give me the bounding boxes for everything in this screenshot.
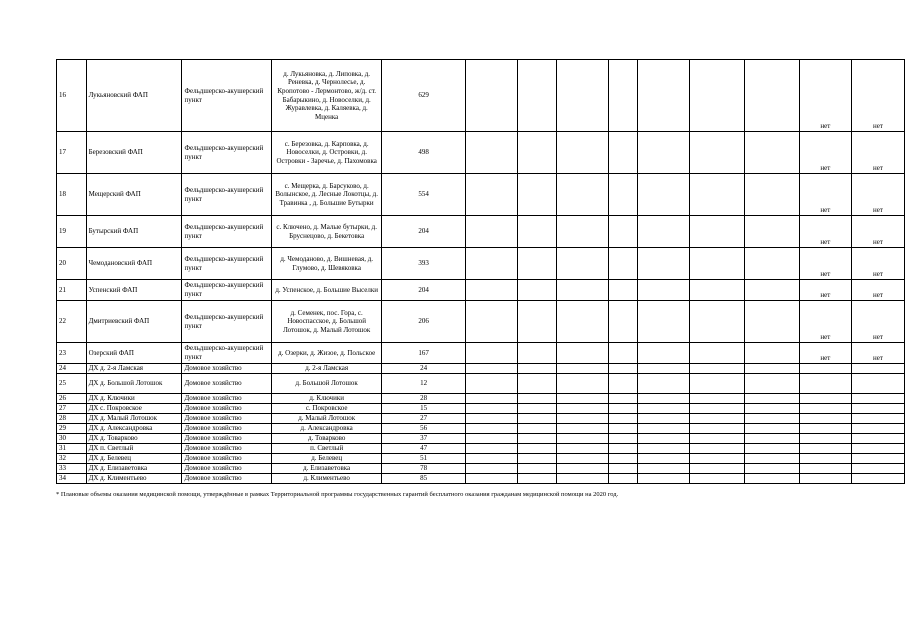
empty-cell bbox=[518, 60, 557, 132]
empty-cell bbox=[466, 174, 518, 216]
availability-flag bbox=[851, 444, 904, 454]
empty-cell bbox=[466, 404, 518, 414]
facility-type: Фельдшерско-акушерский пункт bbox=[182, 174, 272, 216]
served-localities: с. Мещерка, д. Барсуково, д. Волынское, д. Лесные Локотцы, д. Травинка , д. Большие Бутырки bbox=[272, 174, 382, 216]
facility-name: ДХ д. Елизаветовка bbox=[86, 464, 182, 474]
facility-type: Фельдшерско-акушерский пункт bbox=[182, 280, 272, 301]
empty-cell bbox=[690, 248, 745, 280]
empty-cell bbox=[609, 280, 638, 301]
availability-flag: нет bbox=[851, 343, 904, 364]
availability-flag bbox=[799, 404, 851, 414]
empty-cell bbox=[638, 248, 690, 280]
empty-cell bbox=[466, 414, 518, 424]
empty-cell bbox=[638, 454, 690, 464]
empty-cell bbox=[466, 434, 518, 444]
empty-cell bbox=[466, 364, 518, 374]
empty-cell bbox=[518, 280, 557, 301]
row-number: 21 bbox=[57, 280, 87, 301]
empty-cell bbox=[557, 404, 609, 414]
facility-type: Фельдшерско-акушерский пункт bbox=[182, 301, 272, 343]
empty-cell bbox=[745, 454, 800, 464]
empty-cell bbox=[557, 444, 609, 454]
footnote: * Плановые объемы оказания медицинской помощи, утверждённые в рамках Территориальной программы государственных гарантий бесплатного оказания гражданам медицинской помощи на 2020 год. bbox=[56, 491, 619, 498]
empty-cell bbox=[466, 374, 518, 394]
served-localities: д. Климентьево bbox=[272, 474, 382, 484]
empty-cell bbox=[638, 216, 690, 248]
empty-cell bbox=[690, 414, 745, 424]
facility-name: ДХ д. Малый Лотошок bbox=[86, 414, 182, 424]
empty-cell bbox=[690, 444, 745, 454]
availability-flag: нет bbox=[799, 216, 851, 248]
empty-cell bbox=[518, 394, 557, 404]
facility-type: Домовое хозяйство bbox=[182, 374, 272, 394]
table-row bbox=[57, 132, 905, 174]
empty-cell bbox=[609, 301, 638, 343]
empty-cell bbox=[609, 248, 638, 280]
empty-cell bbox=[518, 343, 557, 364]
empty-cell bbox=[466, 444, 518, 454]
empty-cell bbox=[609, 464, 638, 474]
availability-flag bbox=[851, 454, 904, 464]
empty-cell bbox=[690, 216, 745, 248]
table-row bbox=[57, 280, 905, 301]
availability-flag: нет bbox=[799, 132, 851, 174]
empty-cell bbox=[745, 434, 800, 444]
empty-cell bbox=[638, 434, 690, 444]
empty-cell bbox=[518, 464, 557, 474]
empty-cell bbox=[466, 132, 518, 174]
empty-cell bbox=[638, 444, 690, 454]
empty-cell bbox=[466, 464, 518, 474]
table-row bbox=[57, 343, 905, 364]
availability-flag: нет bbox=[851, 248, 904, 280]
facility-type: Домовое хозяйство bbox=[182, 394, 272, 404]
empty-cell bbox=[609, 394, 638, 404]
row-number: 16 bbox=[57, 60, 87, 132]
availability-flag bbox=[851, 414, 904, 424]
facility-name: ДХ д. Ключики bbox=[86, 394, 182, 404]
empty-cell bbox=[690, 394, 745, 404]
empty-cell bbox=[557, 280, 609, 301]
empty-cell bbox=[466, 424, 518, 434]
population-count: 47 bbox=[381, 444, 465, 454]
population-count: 629 bbox=[381, 60, 465, 132]
table-row bbox=[57, 474, 905, 484]
empty-cell bbox=[690, 301, 745, 343]
empty-cell bbox=[466, 394, 518, 404]
empty-cell bbox=[638, 343, 690, 364]
facility-type: Фельдшерско-акушерский пункт bbox=[182, 216, 272, 248]
empty-cell bbox=[557, 60, 609, 132]
empty-cell bbox=[745, 216, 800, 248]
served-localities: д. Успенское, д. Большие Выселки bbox=[272, 280, 382, 301]
facility-name: ДХ д. Белевец bbox=[86, 454, 182, 464]
empty-cell bbox=[745, 374, 800, 394]
empty-cell bbox=[557, 364, 609, 374]
empty-cell bbox=[638, 280, 690, 301]
empty-cell bbox=[557, 374, 609, 394]
empty-cell bbox=[745, 424, 800, 434]
availability-flag: нет bbox=[799, 343, 851, 364]
empty-cell bbox=[745, 280, 800, 301]
table-row bbox=[57, 248, 905, 280]
served-localities: д. Елизаветовка bbox=[272, 464, 382, 474]
table-row bbox=[57, 434, 905, 444]
availability-flag bbox=[851, 424, 904, 434]
empty-cell bbox=[518, 301, 557, 343]
empty-cell bbox=[518, 174, 557, 216]
empty-cell bbox=[518, 434, 557, 444]
availability-flag bbox=[851, 404, 904, 414]
empty-cell bbox=[745, 474, 800, 484]
empty-cell bbox=[518, 216, 557, 248]
availability-flag bbox=[851, 394, 904, 404]
empty-cell bbox=[557, 174, 609, 216]
empty-cell bbox=[518, 132, 557, 174]
availability-flag bbox=[851, 464, 904, 474]
empty-cell bbox=[690, 374, 745, 394]
row-number: 29 bbox=[57, 424, 87, 434]
availability-flag bbox=[851, 434, 904, 444]
availability-flag bbox=[799, 444, 851, 454]
availability-flag bbox=[799, 364, 851, 374]
population-count: 554 bbox=[381, 174, 465, 216]
empty-cell bbox=[557, 474, 609, 484]
row-number: 24 bbox=[57, 364, 87, 374]
availability-flag: нет bbox=[799, 60, 851, 132]
empty-cell bbox=[557, 414, 609, 424]
empty-cell bbox=[518, 454, 557, 464]
empty-cell bbox=[518, 248, 557, 280]
empty-cell bbox=[466, 60, 518, 132]
row-number: 31 bbox=[57, 444, 87, 454]
served-localities: д. Лукьяновка, д. Липовка, д. Реневка, д. Чернолесье, д. Кропотово - Лермонтово, ж/д. ст. Бабарыкино, д. Новоселки, д. Журавлевка, д. Каляевка, д. Мценка bbox=[272, 60, 382, 132]
population-count: 24 bbox=[381, 364, 465, 374]
population-count: 78 bbox=[381, 464, 465, 474]
empty-cell bbox=[690, 434, 745, 444]
served-localities: д. Товарково bbox=[272, 434, 382, 444]
availability-flag: нет bbox=[851, 174, 904, 216]
availability-flag: нет bbox=[799, 280, 851, 301]
empty-cell bbox=[557, 454, 609, 464]
row-number: 30 bbox=[57, 434, 87, 444]
empty-cell bbox=[745, 444, 800, 454]
empty-cell bbox=[745, 132, 800, 174]
facility-name: ДХ д. Товарково bbox=[86, 434, 182, 444]
row-number: 22 bbox=[57, 301, 87, 343]
empty-cell bbox=[638, 394, 690, 404]
empty-cell bbox=[638, 301, 690, 343]
population-count: 206 bbox=[381, 301, 465, 343]
facility-name: Мещерский ФАП bbox=[86, 174, 182, 216]
facility-type: Домовое хозяйство bbox=[182, 364, 272, 374]
availability-flag: нет bbox=[851, 280, 904, 301]
facility-type: Фельдшерско-акушерский пункт bbox=[182, 132, 272, 174]
facility-name: Бутырский ФАП bbox=[86, 216, 182, 248]
availability-flag: нет bbox=[851, 301, 904, 343]
empty-cell bbox=[638, 364, 690, 374]
empty-cell bbox=[466, 454, 518, 464]
empty-cell bbox=[609, 414, 638, 424]
empty-cell bbox=[557, 424, 609, 434]
availability-flag bbox=[799, 424, 851, 434]
table-row bbox=[57, 216, 905, 248]
availability-flag bbox=[799, 464, 851, 474]
table-row bbox=[57, 174, 905, 216]
facility-type: Домовое хозяйство bbox=[182, 474, 272, 484]
population-count: 56 bbox=[381, 424, 465, 434]
empty-cell bbox=[518, 374, 557, 394]
facility-type: Фельдшерско-акушерский пункт bbox=[182, 60, 272, 132]
empty-cell bbox=[690, 474, 745, 484]
availability-flag bbox=[799, 394, 851, 404]
empty-cell bbox=[745, 404, 800, 414]
served-localities: д. Александровка bbox=[272, 424, 382, 434]
facility-name: ДХ д. Климентьево bbox=[86, 474, 182, 484]
population-count: 167 bbox=[381, 343, 465, 364]
facility-type: Домовое хозяйство bbox=[182, 444, 272, 454]
empty-cell bbox=[518, 444, 557, 454]
availability-flag: нет bbox=[851, 132, 904, 174]
served-localities: д. Ключики bbox=[272, 394, 382, 404]
empty-cell bbox=[638, 132, 690, 174]
availability-flag bbox=[799, 374, 851, 394]
facility-type: Фельдшерско-акушерский пункт bbox=[182, 343, 272, 364]
facility-type: Фельдшерско-акушерский пункт bbox=[182, 248, 272, 280]
empty-cell bbox=[466, 248, 518, 280]
availability-flag: нет bbox=[799, 174, 851, 216]
empty-cell bbox=[690, 424, 745, 434]
empty-cell bbox=[690, 364, 745, 374]
row-number: 32 bbox=[57, 454, 87, 464]
served-localities: с. Березовка, д. Карповка, д. Новоселки, д. Островки, д. Островки - Заречье, д. Пахомовка bbox=[272, 132, 382, 174]
served-localities: д. Семенек, пос. Гора, с. Новоспасское, д. Большой Лотошок, д. Малый Лотошок bbox=[272, 301, 382, 343]
empty-cell bbox=[609, 454, 638, 464]
population-count: 28 bbox=[381, 394, 465, 404]
population-count: 51 bbox=[381, 454, 465, 464]
table-row bbox=[57, 414, 905, 424]
empty-cell bbox=[557, 343, 609, 364]
population-count: 204 bbox=[381, 216, 465, 248]
population-count: 12 bbox=[381, 374, 465, 394]
availability-flag bbox=[799, 434, 851, 444]
table-row bbox=[57, 394, 905, 404]
empty-cell bbox=[690, 132, 745, 174]
empty-cell bbox=[690, 454, 745, 464]
facility-name: Успенский ФАП bbox=[86, 280, 182, 301]
facility-type: Домовое хозяйство bbox=[182, 404, 272, 414]
empty-cell bbox=[638, 474, 690, 484]
empty-cell bbox=[609, 374, 638, 394]
facility-name: ДХ д. Александровка bbox=[86, 424, 182, 434]
empty-cell bbox=[745, 60, 800, 132]
facility-name: ДХ с. Покровское bbox=[86, 404, 182, 414]
empty-cell bbox=[609, 424, 638, 434]
empty-cell bbox=[557, 248, 609, 280]
table-row bbox=[57, 374, 905, 394]
empty-cell bbox=[609, 364, 638, 374]
served-localities: д. Малый Лотошок bbox=[272, 414, 382, 424]
availability-flag bbox=[851, 374, 904, 394]
facility-name: Чемодановский ФАП bbox=[86, 248, 182, 280]
facility-type: Домовое хозяйство bbox=[182, 464, 272, 474]
availability-flag: нет bbox=[799, 248, 851, 280]
availability-flag: нет bbox=[851, 60, 904, 132]
empty-cell bbox=[557, 434, 609, 444]
empty-cell bbox=[638, 404, 690, 414]
empty-cell bbox=[518, 414, 557, 424]
facility-name: ДХ п. Светлый bbox=[86, 444, 182, 454]
empty-cell bbox=[518, 364, 557, 374]
availability-flag bbox=[799, 454, 851, 464]
empty-cell bbox=[690, 404, 745, 414]
facility-name: Дмитриевский ФАП bbox=[86, 301, 182, 343]
empty-cell bbox=[638, 414, 690, 424]
table-row bbox=[57, 464, 905, 474]
population-count: 85 bbox=[381, 474, 465, 484]
empty-cell bbox=[690, 280, 745, 301]
availability-flag bbox=[799, 474, 851, 484]
empty-cell bbox=[609, 216, 638, 248]
empty-cell bbox=[690, 343, 745, 364]
row-number: 20 bbox=[57, 248, 87, 280]
table-row bbox=[57, 424, 905, 434]
facility-name: Лукьяновский ФАП bbox=[86, 60, 182, 132]
empty-cell bbox=[690, 464, 745, 474]
empty-cell bbox=[518, 424, 557, 434]
empty-cell bbox=[745, 364, 800, 374]
empty-cell bbox=[557, 301, 609, 343]
facility-type: Домовое хозяйство bbox=[182, 414, 272, 424]
row-number: 23 bbox=[57, 343, 87, 364]
facility-table bbox=[56, 59, 905, 484]
facility-type: Домовое хозяйство bbox=[182, 434, 272, 444]
empty-cell bbox=[609, 132, 638, 174]
served-localities: д. Озерки, д. Жизое, д. Польское bbox=[272, 343, 382, 364]
facility-type: Домовое хозяйство bbox=[182, 424, 272, 434]
population-count: 15 bbox=[381, 404, 465, 414]
empty-cell bbox=[609, 434, 638, 444]
population-count: 498 bbox=[381, 132, 465, 174]
empty-cell bbox=[609, 343, 638, 364]
table-row bbox=[57, 364, 905, 374]
facility-name: Березовский ФАП bbox=[86, 132, 182, 174]
row-number: 26 bbox=[57, 394, 87, 404]
empty-cell bbox=[466, 280, 518, 301]
facility-name: Озерский ФАП bbox=[86, 343, 182, 364]
population-count: 37 bbox=[381, 434, 465, 444]
empty-cell bbox=[518, 474, 557, 484]
empty-cell bbox=[638, 174, 690, 216]
served-localities: с. Ключено, д. Малые бутырки, д. Бруснецово, д. Бекетовка bbox=[272, 216, 382, 248]
availability-flag: нет bbox=[799, 301, 851, 343]
empty-cell bbox=[609, 174, 638, 216]
empty-cell bbox=[557, 216, 609, 248]
served-localities: д. 2-я Ламская bbox=[272, 364, 382, 374]
facility-name: ДХ д. Большой Лотошок bbox=[86, 374, 182, 394]
row-number: 17 bbox=[57, 132, 87, 174]
table-row bbox=[57, 444, 905, 454]
served-localities: д. Большой Лотошок bbox=[272, 374, 382, 394]
empty-cell bbox=[466, 301, 518, 343]
table-row bbox=[57, 60, 905, 132]
population-count: 204 bbox=[381, 280, 465, 301]
empty-cell bbox=[557, 132, 609, 174]
empty-cell bbox=[557, 394, 609, 404]
row-number: 18 bbox=[57, 174, 87, 216]
empty-cell bbox=[690, 60, 745, 132]
empty-cell bbox=[466, 216, 518, 248]
served-localities: п. Светлый bbox=[272, 444, 382, 454]
population-count: 393 bbox=[381, 248, 465, 280]
empty-cell bbox=[638, 424, 690, 434]
row-number: 19 bbox=[57, 216, 87, 248]
row-number: 25 bbox=[57, 374, 87, 394]
empty-cell bbox=[745, 248, 800, 280]
empty-cell bbox=[745, 301, 800, 343]
empty-cell bbox=[609, 474, 638, 484]
availability-flag bbox=[799, 414, 851, 424]
empty-cell bbox=[518, 404, 557, 414]
table-row bbox=[57, 301, 905, 343]
empty-cell bbox=[609, 404, 638, 414]
empty-cell bbox=[745, 394, 800, 404]
served-localities: д. Белевец bbox=[272, 454, 382, 464]
availability-flag bbox=[851, 474, 904, 484]
row-number: 33 bbox=[57, 464, 87, 474]
empty-cell bbox=[609, 60, 638, 132]
empty-cell bbox=[638, 464, 690, 474]
row-number: 28 bbox=[57, 414, 87, 424]
empty-cell bbox=[638, 60, 690, 132]
row-number: 27 bbox=[57, 404, 87, 414]
empty-cell bbox=[745, 174, 800, 216]
empty-cell bbox=[745, 464, 800, 474]
empty-cell bbox=[690, 174, 745, 216]
availability-flag bbox=[851, 364, 904, 374]
row-number: 34 bbox=[57, 474, 87, 484]
empty-cell bbox=[745, 414, 800, 424]
facility-name: ДХ д. 2-я Ламская bbox=[86, 364, 182, 374]
empty-cell bbox=[466, 343, 518, 364]
empty-cell bbox=[745, 343, 800, 364]
population-count: 27 bbox=[381, 414, 465, 424]
served-localities: с. Покровское bbox=[272, 404, 382, 414]
empty-cell bbox=[609, 444, 638, 454]
empty-cell bbox=[466, 474, 518, 484]
facility-type: Домовое хозяйство bbox=[182, 454, 272, 464]
table-row bbox=[57, 454, 905, 464]
empty-cell bbox=[638, 374, 690, 394]
availability-flag: нет bbox=[851, 216, 904, 248]
table-row bbox=[57, 404, 905, 414]
served-localities: д. Чемоданово, д. Вишневая, д. Глумово, д. Шевяковка bbox=[272, 248, 382, 280]
empty-cell bbox=[557, 464, 609, 474]
